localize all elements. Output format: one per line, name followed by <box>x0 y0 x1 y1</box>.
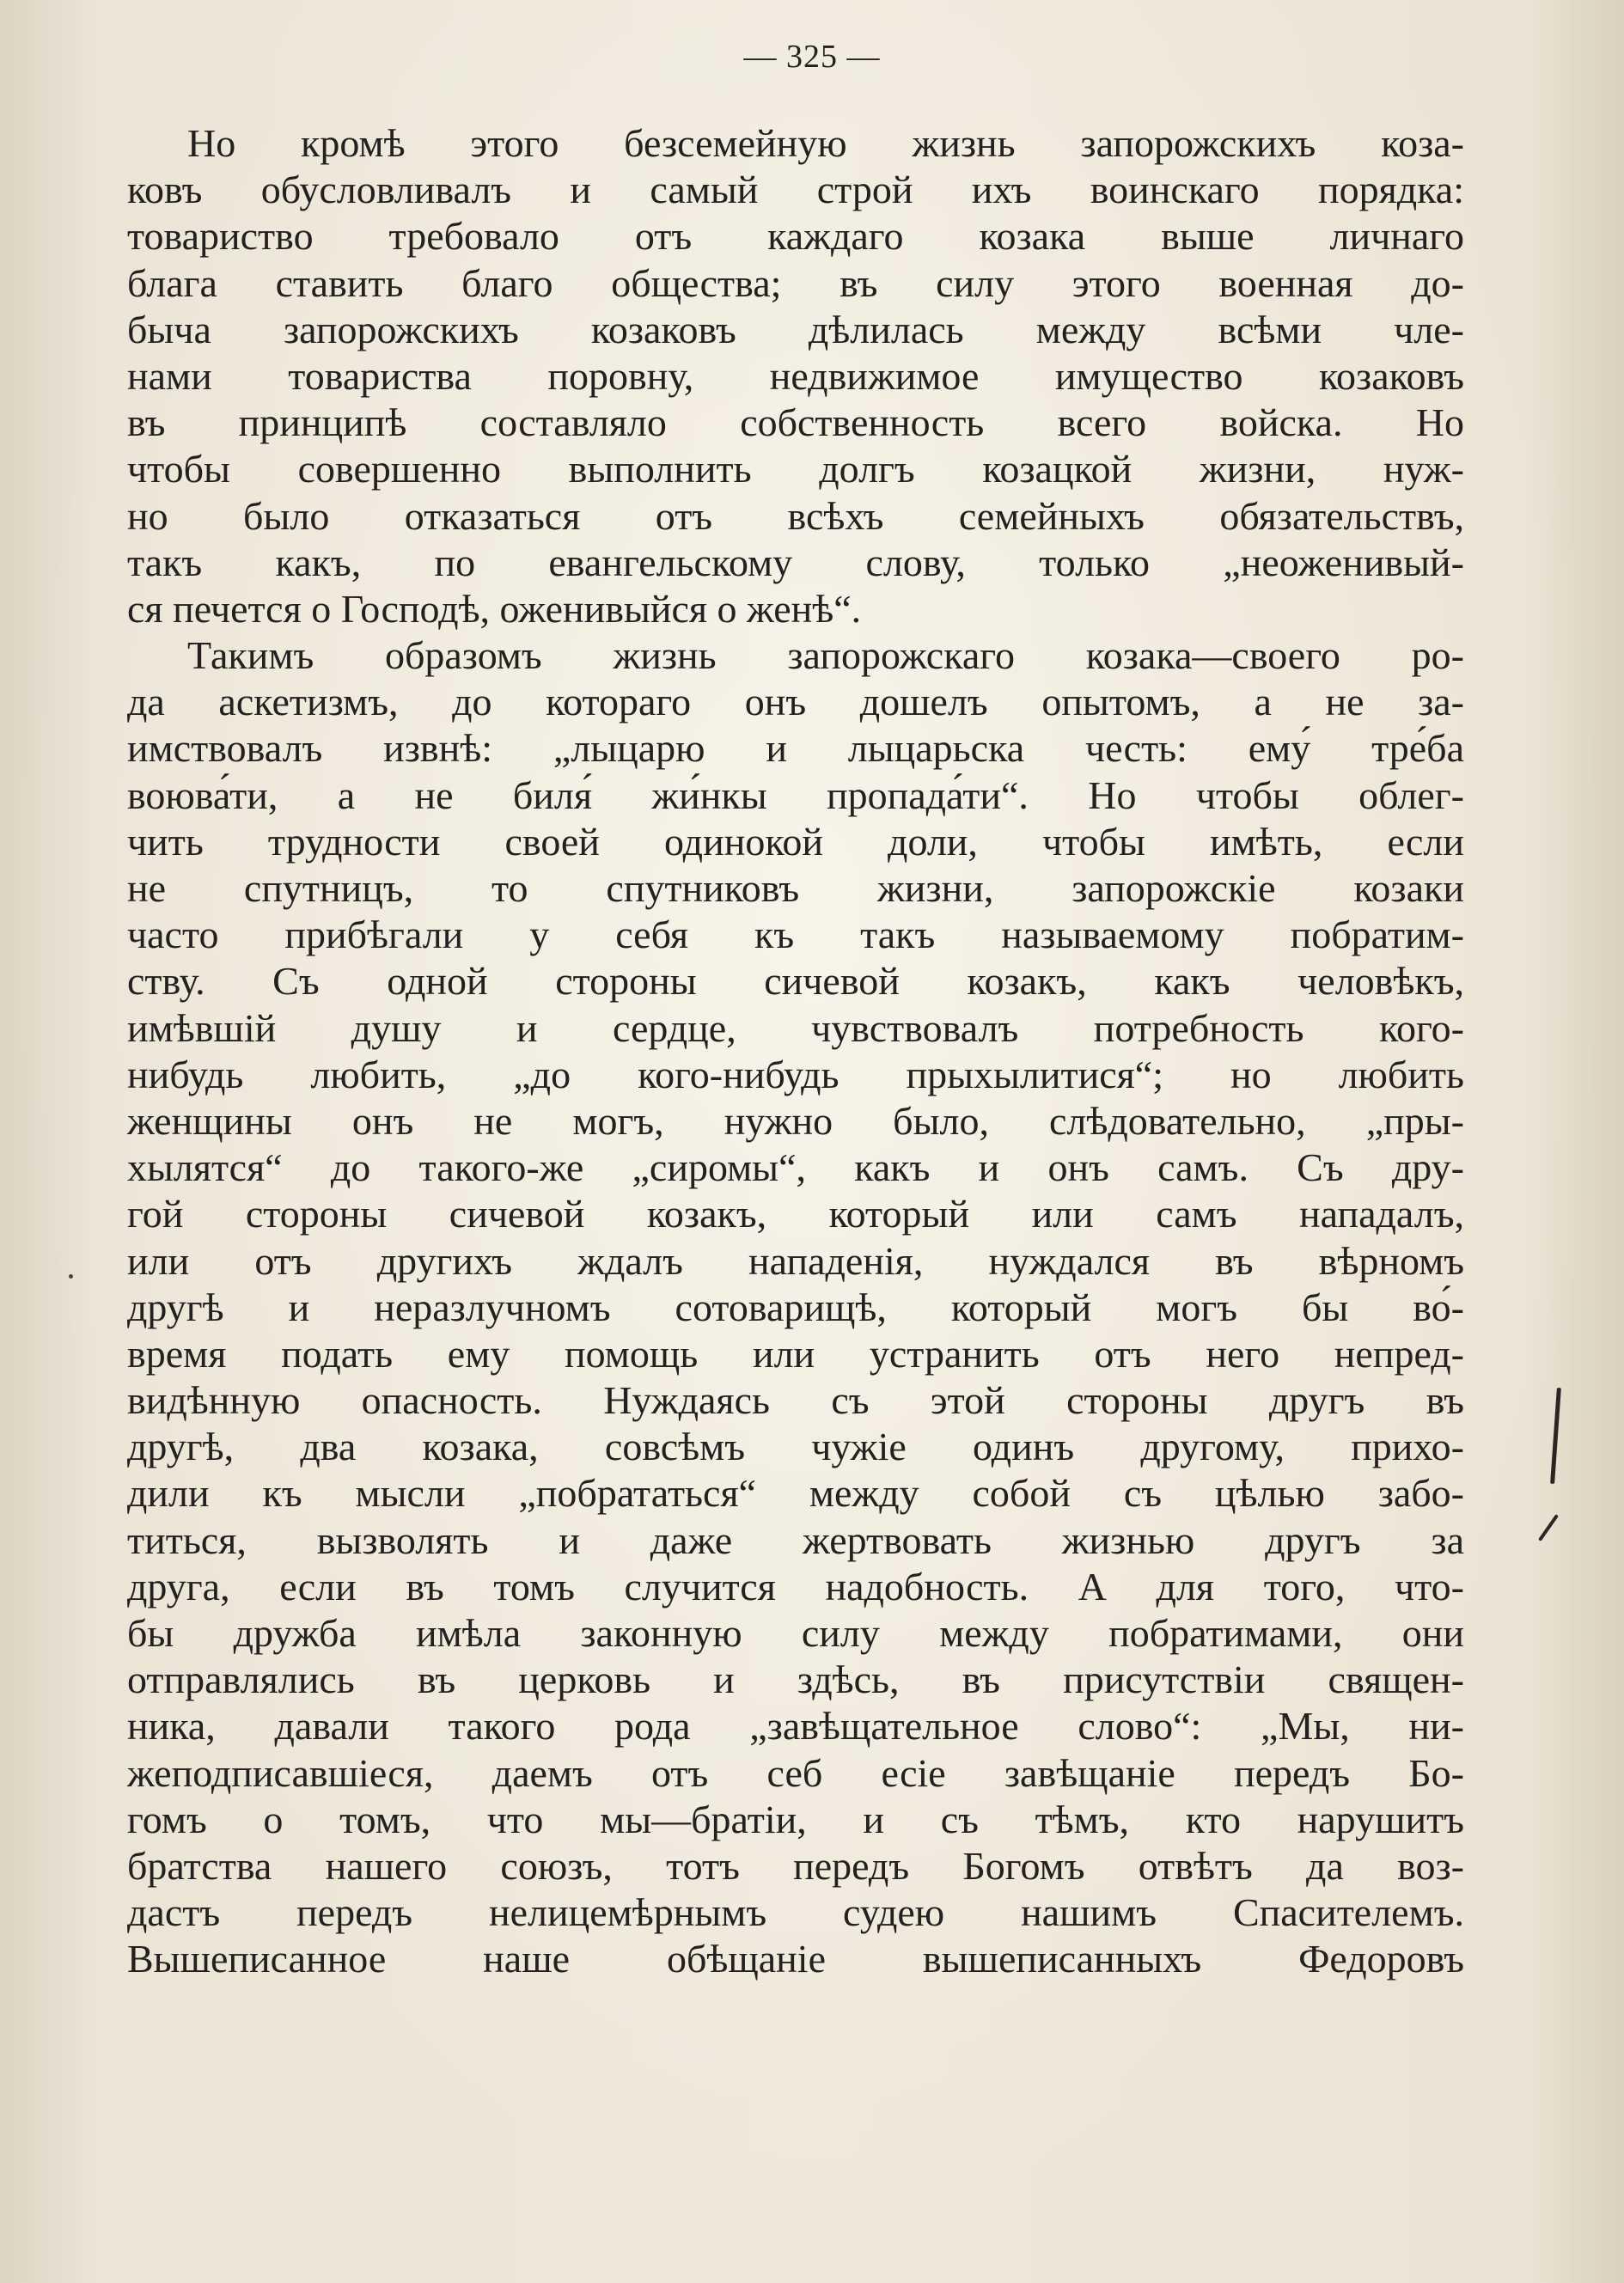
body-text <box>127 120 1464 1983</box>
text-line: жеподписавшіеся, даемъ отъ себ есіе завѣщаніе передъ Бо- <box>127 1750 1464 1795</box>
text-line: быча запорожскихъ козаковъ дѣлилась между всѣми чле- <box>127 307 1464 351</box>
text-line: титься, вызволять и даже жертвовать жизнью другъ за <box>127 1517 1464 1562</box>
text-line: товариство требовало отъ каждаго козака выше личнаго <box>127 214 1464 259</box>
text-line: хылятся“ до такого-же „сиромы“, какъ и онъ самъ. Съ дру- <box>127 1145 1464 1190</box>
text-line: отправлялись въ церковь и здѣсь, въ присутствіи священ- <box>127 1657 1464 1702</box>
text-line: ству. Съ одной стороны сичевой козакъ, какъ человѣкъ, <box>127 959 1464 1004</box>
text-line: чтобы совершенно выполнить долгъ козацкой жизни, нуж- <box>127 447 1464 491</box>
text-line: друга, если въ томъ случится надобность. А для того, что- <box>127 1564 1464 1608</box>
text-line: нибудь любить, „до кого-нибудь прыхылитися“; но любить <box>127 1052 1464 1096</box>
text-line: ника, давали такого рода „завѣщательное слово“: „Мы, ни- <box>127 1704 1464 1749</box>
text-line: дастъ передъ нелицемѣрнымъ судею нашимъ Спасителемъ. <box>127 1890 1464 1935</box>
text-line: время подать ему помощь или устранить отъ него непред- <box>127 1331 1464 1376</box>
text-line: не спутницъ, то спутниковъ жизни, запорожскіе козаки <box>127 866 1464 910</box>
text-line: женщины онъ не могъ, нужно было, слѣдовательно, „пры- <box>127 1098 1464 1143</box>
text-line: другѣ, два козака, совсѣмъ чужіе одинъ другому, прихо- <box>127 1425 1464 1469</box>
text-line: блага ставить благо общества; въ силу этого военная до- <box>127 260 1464 305</box>
text-line: гой стороны сичевой козакъ, который или самъ нападалъ, <box>127 1192 1464 1236</box>
text-line: гомъ о томъ, что мы—братіи, и съ тѣмъ, кто нарушитъ <box>127 1797 1464 1841</box>
page-number: — 325 — <box>743 39 881 75</box>
margin-dot-mark <box>69 1274 73 1279</box>
text-line: чить трудности своей одинокой доли, чтобы имѣть, если <box>127 819 1464 864</box>
text-line: дили къ мысли „побрататься“ между собой съ цѣлью забо- <box>127 1471 1464 1516</box>
text-line: но было отказаться отъ всѣхъ семейныхъ обязательствъ, <box>127 493 1464 538</box>
text-line: ковъ обусловливалъ и самый строй ихъ воинскаго порядка: <box>127 168 1464 212</box>
text-line: Такимъ образомъ жизнь запорожскаго козака—своего ро- <box>187 633 1464 678</box>
text-line: или отъ другихъ ждалъ нападенія, нуждался въ вѣрномъ <box>127 1238 1464 1283</box>
margin-tick-mark <box>1538 1514 1559 1541</box>
text-line: часто прибѣгали у себя къ такъ называемому побратим- <box>127 913 1464 957</box>
text-line: другѣ и неразлучномъ сотоварищѣ, который могъ бы во́- <box>127 1285 1464 1329</box>
text-line: имствовалъ извнѣ: „лыцарю и лыцарьска честь: ему́ тре́ба <box>127 726 1464 771</box>
text-line: имѣвшій душу и сердце, чувствовалъ потребность кого- <box>127 1005 1464 1050</box>
text-line: бы дружба имѣла законную силу между побратимами, они <box>127 1611 1464 1655</box>
text-line: такъ какъ, по евангельскому слову, только „неоженивый- <box>127 540 1464 584</box>
text-line: воюва́ти, а не биля́ жи́нкы пропада́ти“. Но чтобы облег- <box>127 772 1464 817</box>
text-line: видѣнную опасность. Нуждаясь съ этой стороны другъ въ <box>127 1378 1464 1423</box>
text-line: Но кромѣ этого безсемейную жизнь запорожскихъ коза- <box>187 121 1464 165</box>
text-line: нами товариства поровну, недвижимое имущество козаковъ <box>127 353 1464 398</box>
text-line: да аскетизмъ, до котораго онъ дошелъ опытомъ, а не за- <box>127 680 1464 724</box>
text-line: Вышеписанное наше обѣщаніе вышеписанныхъ Федоровъ <box>127 1937 1464 1981</box>
margin-pencil-mark <box>1550 1388 1561 1484</box>
text-line: въ принципѣ составляло собственность всего войска. Но <box>127 400 1464 445</box>
paragraph-end-line: ся печется о Господѣ, оженивыйся о женѣ“. <box>127 586 862 631</box>
text-line: братства нашего союзъ, тотъ передъ Богомъ отвѣтъ да воз- <box>127 1843 1464 1888</box>
